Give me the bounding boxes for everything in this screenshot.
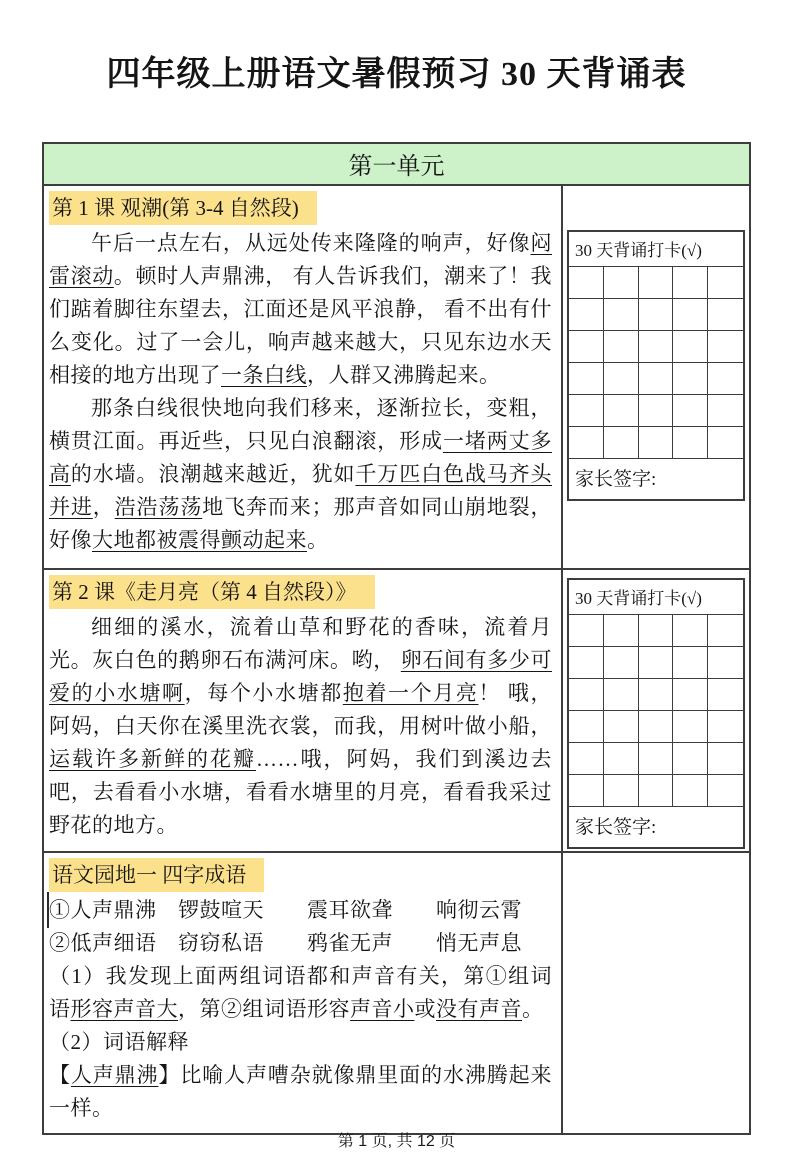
punch-grid-cell [673, 711, 708, 743]
idiom-line-2: ②低声细语 窃窃私语 鸦雀无声 悄无声息 [49, 931, 522, 955]
punch-grid-cell [673, 331, 708, 363]
lesson-1-paragraph-1: 午后一点左右，从远处传来隆隆的响声，好像闷雷滚动。顿时人声鼎沸， 有人告诉我们，潮来了！我们踮着脚往东望去，江面还是风平浪静， 看不出有什么变化。过了一会儿，响声越来越大，只见东边水天相接的地方出现了一条白线，人群又沸腾起来。 [49, 231, 552, 387]
punch-grid-cell [604, 679, 639, 711]
punch-grid-cell [569, 775, 604, 807]
punch-card-1 [567, 230, 745, 501]
punch-grid-cell [604, 363, 639, 395]
punch-grid-cell [639, 711, 674, 743]
punch-grid-cell [708, 775, 743, 807]
punch-grid-cell [673, 775, 708, 807]
punch-grid-cell [569, 427, 604, 459]
punch-grid-cell [639, 331, 674, 363]
punch-grid-cell [639, 363, 674, 395]
punch-grid-cell [673, 299, 708, 331]
punch-grid-cell [673, 363, 708, 395]
punch-grid-cell [604, 427, 639, 459]
lesson-1-title: 第 1 课 观潮(第 3-4 自然段) [49, 191, 317, 225]
punch-grid-cell [639, 299, 674, 331]
punch-grid-cell [673, 427, 708, 459]
punch-grid-cell [604, 775, 639, 807]
explain-label-line: （2）词语解释 [49, 1030, 189, 1054]
punch-grid-cell [639, 267, 674, 299]
punch-grid-cell [673, 267, 708, 299]
punch-grid-cell [604, 711, 639, 743]
lesson-2-text-cell [44, 570, 563, 851]
punch-card-1-title: 30 天背诵打卡(√) [569, 232, 743, 267]
table-row-lesson-1 [44, 186, 749, 570]
punch-grid-cell [708, 395, 743, 427]
garden-empty-cell [563, 853, 749, 1133]
punch-grid-cell [604, 331, 639, 363]
punch-card-1-signature-label: 家长签字: [575, 469, 657, 490]
definition-line: 【人声鼎沸】比喻人声嘈杂就像鼎里面的水沸腾起来一样。 [49, 1063, 553, 1120]
recitation-table [42, 142, 751, 1135]
punch-grid-cell [604, 615, 639, 647]
punch-grid-cell [708, 331, 743, 363]
lesson-1-text-cell [44, 186, 563, 568]
unit-header: 第一单元 [44, 144, 749, 186]
punch-grid-cell [708, 427, 743, 459]
punch-grid-cell [569, 679, 604, 711]
punch-grid-cell [673, 615, 708, 647]
punch-grid-cell [569, 743, 604, 775]
punch-grid-cell [708, 679, 743, 711]
punch-grid-cell [569, 299, 604, 331]
page-number: 第 1 页, 共 12 页 [337, 1133, 456, 1150]
lesson-2-title: 第 2 课《走月亮（第 4 自然段）》 [49, 575, 375, 609]
punch-grid-cell [604, 299, 639, 331]
punch-grid-cell [569, 267, 604, 299]
garden-text-cell [44, 853, 563, 1133]
lesson-2-paragraph-1: 细细的溪水，流着山草和野花的香味，流着月光。灰白色的鹅卵石布满河床。哟， 卵石间有多少可爱的小水塘啊，每个小水塘都抱着一个月亮！ 哦， 阿妈，白天你在溪里洗衣裳，而我，用树叶做小船，运载许多新鲜的花瓣……哦，阿妈，我们到溪边去吧，去看看小水塘，看看水塘里的月亮，看看我采过野花的地方。 [49, 615, 553, 837]
punch-grid-cell [604, 743, 639, 775]
punch-grid-cell [708, 647, 743, 679]
lesson-1-paragraph-2: 那条白线很快地向我们移来，逐渐拉长，变粗，横贯江面。再近些，只见白浪翻滚，形成一堵两丈多高的水墙。浪潮越来越近，犹如千万匹白色战马齐头并进，浩浩荡荡地飞奔而来；那声音如同山崩地裂，好像大地都被震得颤动起来。 [49, 396, 553, 552]
table-row-lesson-2 [44, 570, 749, 853]
punch-grid-cell [673, 647, 708, 679]
page-title: 四年级上册语文暑假预习 30 天背诵表 [106, 56, 687, 93]
idiom-line-1: ①人声鼎沸 锣鼓喧天 震耳欲聋 响彻云霄 [49, 898, 522, 922]
punch-grid-cell [639, 615, 674, 647]
punch-grid-cell [569, 647, 604, 679]
punch-grid-cell [604, 267, 639, 299]
text-caret [47, 892, 49, 928]
punch-grid-cell [708, 711, 743, 743]
punch-grid-cell [569, 331, 604, 363]
punch-grid-cell [639, 427, 674, 459]
punch-grid-cell [708, 743, 743, 775]
finding-line: （1）我发现上面两组词语都和声音有关，第①组词语形容声音大，第②组词语形容声音小或没有声音。 [49, 964, 552, 1021]
punch-grid-cell [639, 743, 674, 775]
garden-title: 语文园地一 四字成语 [49, 858, 264, 892]
punch-card-2-grid [569, 615, 743, 807]
punch-grid-cell [708, 299, 743, 331]
punch-grid-cell [673, 395, 708, 427]
punch-grid-cell [569, 395, 604, 427]
punch-grid-cell [569, 711, 604, 743]
punch-card-2 [567, 578, 745, 849]
lesson-1-punch-cell [563, 186, 749, 568]
punch-grid-cell [604, 647, 639, 679]
punch-card-1-grid [569, 267, 743, 459]
punch-card-2-signature-label: 家长签字: [575, 817, 657, 838]
punch-grid-cell [569, 615, 604, 647]
punch-grid-cell [708, 615, 743, 647]
lesson-2-punch-cell [563, 570, 749, 851]
punch-grid-cell [673, 679, 708, 711]
punch-grid-cell [639, 395, 674, 427]
table-row-garden [44, 853, 749, 1133]
punch-grid-cell [708, 363, 743, 395]
punch-grid-cell [569, 363, 604, 395]
punch-grid-cell [639, 679, 674, 711]
punch-grid-cell [639, 647, 674, 679]
punch-card-2-title: 30 天背诵打卡(√) [569, 580, 743, 615]
punch-grid-cell [708, 267, 743, 299]
punch-grid-cell [604, 395, 639, 427]
punch-grid-cell [639, 775, 674, 807]
punch-grid-cell [673, 743, 708, 775]
